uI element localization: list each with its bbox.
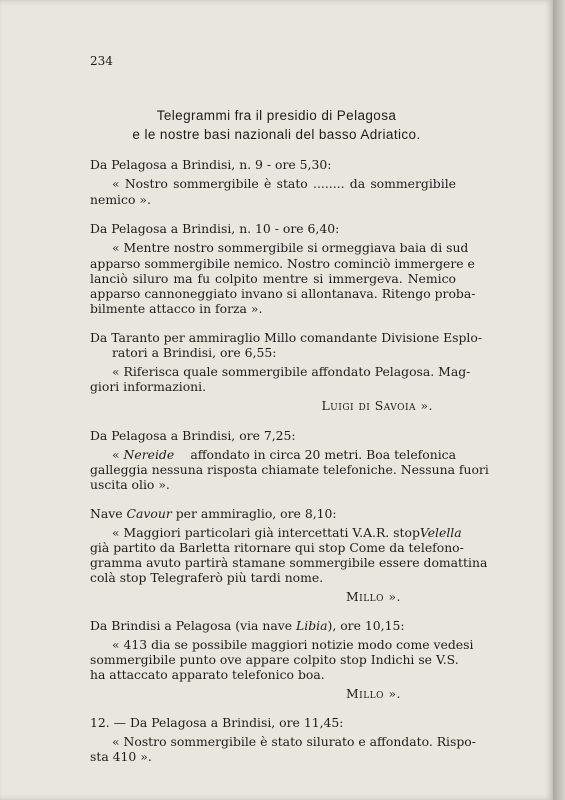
telegram-body-line: gramma avuto partirà stamane sommergibile essere domattina	[90, 555, 488, 570]
header-text: Da Brindisi a Pelagosa (via nave	[90, 618, 297, 633]
telegram-body-line: già partito da Barletta ritornare qui stop Come da telefono-	[90, 540, 464, 555]
telegram-header	[90, 618, 405, 633]
telegram-signature: Millo ».	[345, 686, 401, 701]
telegram-body-line: « Riferisca quale sommergibile affondato Pelagosa. Mag-	[112, 364, 471, 379]
page-edge-shadow	[553, 0, 565, 800]
header-text: Nave	[90, 506, 127, 521]
header-text: ), ore 10,15:	[327, 618, 405, 633]
telegram-body-line: « Nostro sommergibile è stato silurato e affondato. Rispo-	[112, 734, 476, 749]
telegram-body-line: bilmente attacco in forza ».	[90, 301, 263, 316]
telegram-header: Da Taranto per ammiraglio Millo comandante Divisione Esplo-	[90, 330, 483, 345]
telegram-body-line	[112, 447, 456, 462]
telegram-header: 12. — Da Pelagosa a Brindisi, ore 11,45:	[90, 715, 344, 730]
telegram-body-line: apparso sommergibile nemico. Nostro cominciò immergere e	[90, 256, 475, 271]
telegram-body-line: colà stop Telegraferò più tardi nome.	[90, 570, 324, 585]
telegram-header: ratori a Brindisi, ore 6,55:	[112, 345, 277, 360]
ship-name: Nereide	[123, 447, 175, 462]
title-line-2: e le nostre basi nazionali del basso Adriatico.	[132, 127, 421, 142]
telegram-header: Da Pelagosa a Brindisi, n. 10 - ore 6,40:	[90, 221, 340, 236]
telegram-body-line	[112, 525, 462, 540]
quote-mark: «	[112, 447, 124, 462]
telegram-body-line: sta 410 ».	[90, 749, 152, 764]
telegram-body-text: « Maggiori particolari già intercettati V.A.R. stop	[112, 525, 420, 540]
telegram-body-line: « Nostro sommergibile è stato ........ da sommergibile	[112, 176, 456, 191]
telegram-body-line: « Mentre nostro sommergibile si ormeggiava baia di sud	[112, 240, 469, 255]
telegram-signature: Luigi di Savoia ».	[321, 398, 433, 413]
ship-name: Velella	[419, 525, 462, 540]
telegram-body-line: apparso cannoneggiato invano si allontanava. Ritengo proba-	[90, 286, 476, 301]
telegram-body-line: galleggia nessuna risposta chiamate telefoniche. Nessuna fuori	[90, 462, 489, 477]
telegram-body-line: « 413 dia se possibile maggiori notizie modo come vedesi	[112, 637, 474, 652]
page-number: 234	[90, 54, 113, 68]
ship-name: Libia	[296, 618, 328, 633]
telegram-header	[90, 506, 337, 521]
telegram-body-line: nemico ».	[90, 192, 151, 207]
telegram-signature: Millo ».	[345, 589, 401, 604]
telegram-header: Da Pelagosa a Brindisi, ore 7,25:	[90, 428, 296, 443]
header-text: per ammiraglio, ore 8,10:	[171, 506, 337, 521]
telegram-body-line: lanciò siluro ma fu colpito mentre si immergeva. Nemico	[90, 271, 456, 286]
telegram-body-line: ha attaccato apparato telefonico boa.	[90, 667, 325, 682]
title-line-1: Telegrammi fra il presidio di Pelagosa	[156, 108, 397, 123]
telegram-header: Da Pelagosa a Brindisi, n. 9 - ore 5,30:	[90, 157, 332, 172]
telegram-body-line: sommergibile punto ove appare colpito stop Indichi se V.S.	[90, 652, 459, 667]
ship-name: Cavour	[126, 506, 172, 521]
telegram-body-text: affondato in circa 20 metri. Boa telefonica	[190, 447, 456, 462]
telegram-body-line: uscita olio ».	[90, 477, 170, 492]
telegram-body-line: giori informazioni.	[90, 379, 207, 394]
